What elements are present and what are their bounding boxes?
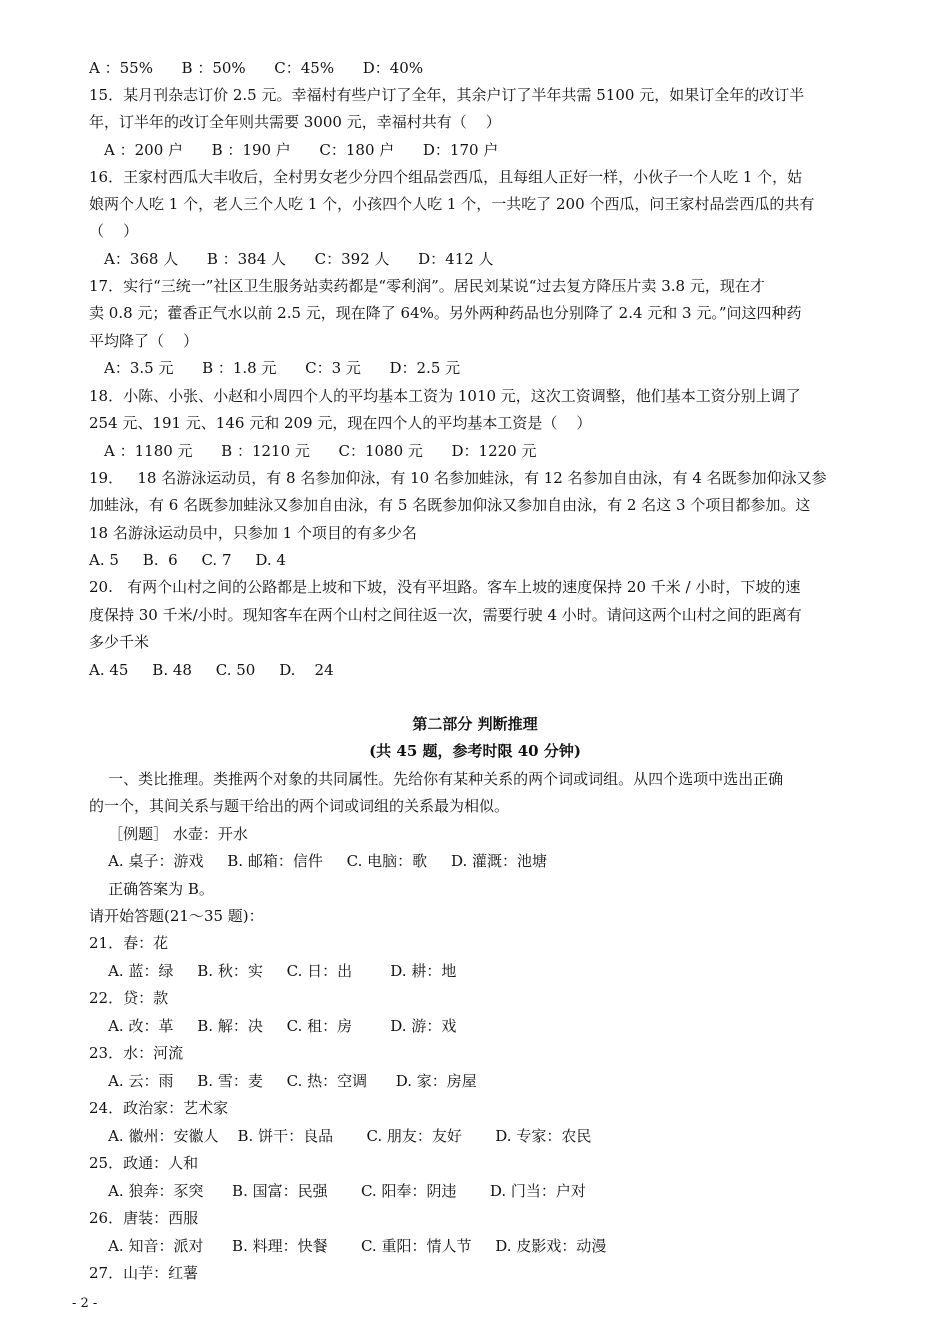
- section-title: 第二部分 判断推理: [412, 715, 538, 733]
- intro-line2: 的一个，其间关系与题干给出的两个词或词组的关系最为相似。: [89, 797, 510, 815]
- q16-line3: （ ）: [89, 222, 139, 240]
- page-number: - 2 -: [72, 1296, 98, 1311]
- q18-line1: 18．小陈、小张、小赵和小周四个人的平均基本工资为 1010 元，这次工资调整，他们基本工资分别上调了: [89, 387, 801, 405]
- section-subtitle: (共 45 题，参考时限 40 分钟): [369, 742, 581, 760]
- q24-options: A. 徽州：安徽人 B. 饼干：良品 C. 朋友：友好 D. 专家：农民: [89, 1127, 592, 1145]
- q21-stem: 21．春：花: [89, 934, 169, 952]
- q16-line2: 娘两个人吃 1 个，老人三个人吃 1 个，小孩四个人吃 1 个，一共吃了 200 个西瓜，问王家村品尝西瓜的共有: [89, 195, 815, 213]
- example-answer: 正确答案为 B。: [89, 880, 214, 898]
- q22-stem: 22．贷：款: [89, 989, 169, 1007]
- start-instruction: 请开始答题(21～35 题)：: [89, 907, 264, 925]
- q27-stem: 27．山芋：红薯: [89, 1264, 199, 1282]
- q17-line3: 平均降了（ ）: [89, 332, 199, 350]
- q15-options: A ：200 户 B ：190 户 C：180 户 D：170 户: [104, 141, 499, 159]
- q15-line1: 15．某月刊杂志订价 2.5 元。幸福村有些户订了全年，其余户订了半年共需 5100 元，如果订全年的改订半: [89, 86, 805, 104]
- q26-options: A. 知音：派对 B. 料理：快餐 C. 重阳：情人节 D. 皮影戏：动漫: [89, 1237, 607, 1255]
- q22-options: A. 改：革 B. 解：决 C. 租：房 D. 游：戏: [89, 1017, 457, 1035]
- q21-options: A. 蓝：绿 B. 秋：实 C. 日：出 D. 耕：地: [89, 962, 457, 980]
- q19-line3: 18 名游泳运动员中，只参加 1 个项目的有多少名: [89, 524, 417, 542]
- q20-options: A. 45 B. 48 C. 50 D. 24: [89, 661, 334, 679]
- q20-line1: 20. 有两个山村之间的公路都是上坡和下坡，没有平坦路。客车上坡的速度保持 20 千米 / 小时，下坡的速: [89, 578, 801, 596]
- q17-line1: 17．实行“三统一”社区卫生服务站卖药都是“零利润”。居民刘某说“过去复方降压片卖 3.8 元，现在才: [89, 277, 765, 295]
- q17-line2: 卖 0.8 元；藿香正气水以前 2.5 元，现在降了 64%。另外两种药品也分别降了 2.4 元和 3 元。”问这四种药: [89, 304, 802, 322]
- q24-stem: 24．政治家：艺术家: [89, 1099, 229, 1117]
- q16-options: A：368 人 B ：384 人 C：392 人 D：412 人: [104, 250, 494, 268]
- q16-line1: 16．王家村西瓜大丰收后，全村男女老少分四个组品尝西瓜，且每组人正好一样，小伙子一个人吃 1 个，姑: [89, 168, 803, 186]
- q17-options: A：3.5 元 B ：1.8 元 C：3 元 D：2.5 元: [104, 359, 461, 377]
- q23-stem: 23．水：河流: [89, 1044, 184, 1062]
- q20-line3: 多少千米: [89, 633, 150, 651]
- q19-line1: 19． 18 名游泳运动员，有 8 名参加仰泳，有 10 名参加蛙泳，有 12 名参加自由泳，有 4 名既参加仰泳又参: [89, 469, 827, 487]
- q18-options: A ：1180 元 B ：1210 元 C：1080 元 D：1220 元: [104, 442, 537, 460]
- example-options: A. 桌子：游戏 B. 邮箱：信件 C. 电脑：歌 D. 灌溉：池塘: [89, 852, 548, 870]
- q25-options: A. 狼奔：豕突 B. 国富：民强 C. 阳奉：阴违 D. 门当：户对: [89, 1182, 586, 1200]
- q19-line2: 加蛙泳，有 6 名既参加蛙泳又参加自由泳，有 5 名既参加仰泳又参加自由泳，有 2 名这 3 个项目都参加。这: [89, 496, 811, 514]
- q19-options: A. 5 B. 6 C. 7 D. 4: [89, 551, 286, 569]
- q25-stem: 25．政通：人和: [89, 1154, 199, 1172]
- q26-stem: 26．唐装：西服: [89, 1209, 199, 1227]
- q14-options: A ：55% B ：50% C：45% D：40%: [89, 59, 424, 77]
- q15-line2: 年，订半年的改订全年则共需要 3000 元，幸福村共有（ ）: [89, 113, 501, 131]
- q18-line2: 254 元、191 元、146 元和 209 元，现在四个人的平均基本工资是（ ）: [89, 414, 592, 432]
- example-stem: ［例题］ 水壶：开水: [89, 825, 248, 843]
- q20-line2: 度保持 30 千米/小时。现知客车在两个山村之间往返一次，需要行驶 4 小时。请问这两个山村之间的距离有: [89, 606, 802, 624]
- q23-options: A. 云：雨 B. 雪：麦 C. 热：空调 D. 家：房屋: [89, 1072, 477, 1090]
- intro-line1: 一、类比推理。类推两个对象的共同属性。先给你有某种关系的两个词或词组。从四个选项中选出正确: [89, 770, 784, 788]
